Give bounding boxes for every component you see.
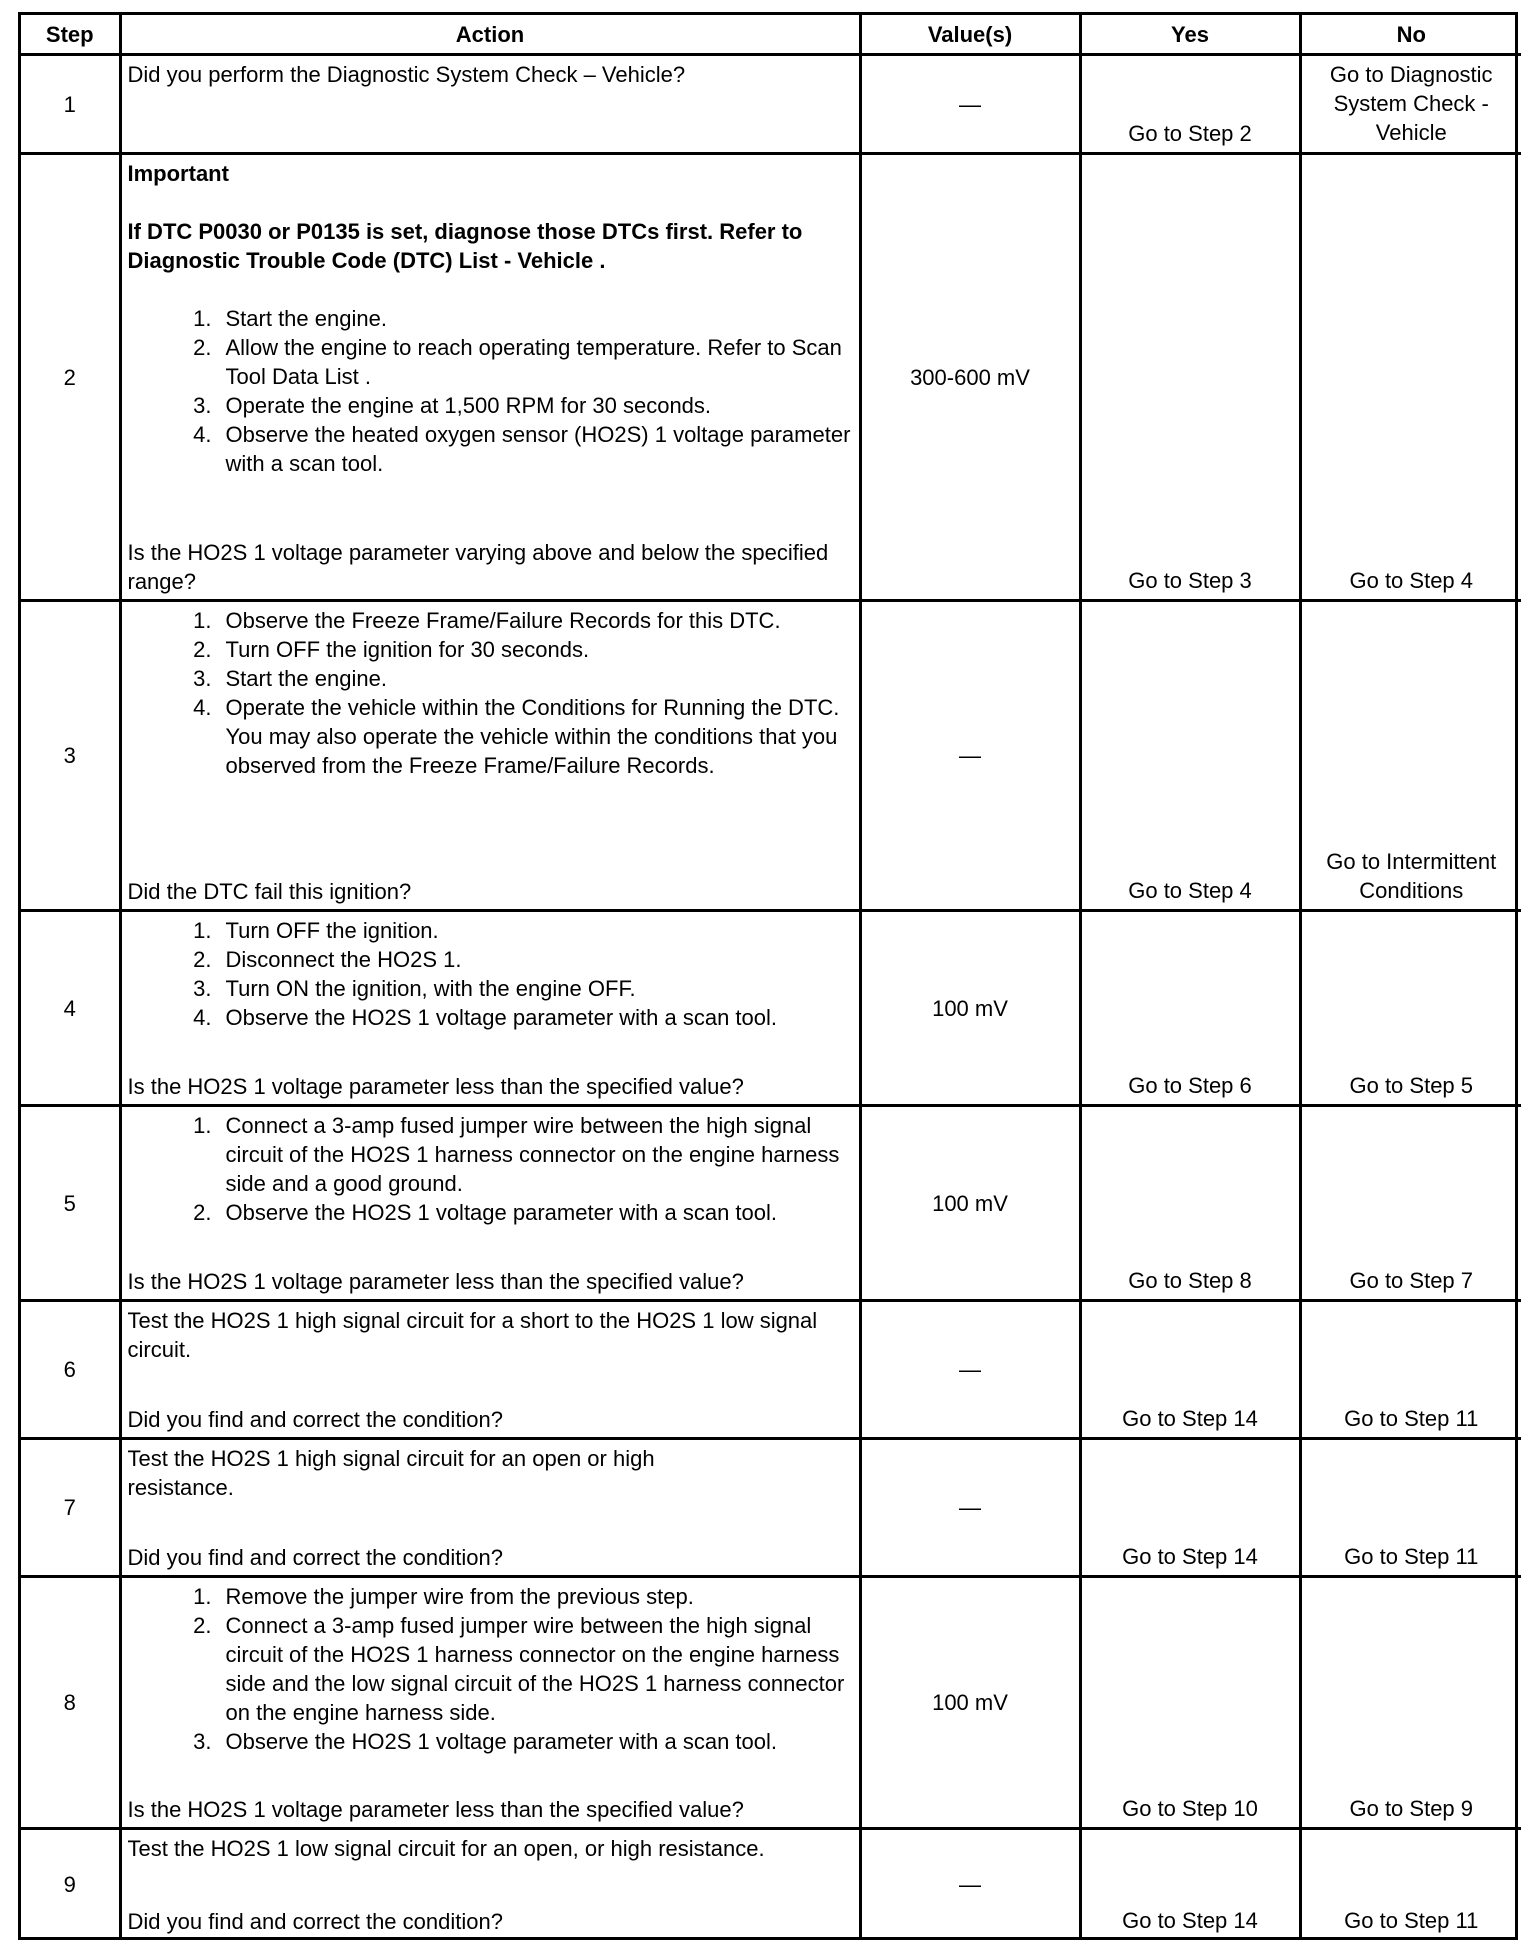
value-cell: — bbox=[860, 1301, 1080, 1439]
value-cell: — bbox=[860, 601, 1080, 911]
important-text: If DTC P0030 or P0135 is set, diagnose those DTCs first. Refer to Diagnostic Trouble Code (DTC) List - Vehicle . bbox=[127, 219, 803, 273]
action-cell bbox=[120, 1577, 860, 1829]
action-cell bbox=[120, 911, 860, 1106]
header-action: Action bbox=[120, 15, 860, 55]
table-row bbox=[21, 55, 1521, 154]
step-number: 6 bbox=[21, 1301, 120, 1439]
question-text: Did the DTC fail this ignition? bbox=[127, 879, 412, 904]
step-number: 8 bbox=[21, 1577, 120, 1829]
action-text: Test the HO2S 1 high signal circuit for a short to the HO2S 1 low signal circuit. bbox=[127, 1308, 818, 1362]
value-cell: 100 mV bbox=[860, 911, 1080, 1106]
list-item: 1. Turn OFF the ignition. bbox=[193, 918, 439, 943]
procedure-list bbox=[128, 606, 853, 780]
list-item: 1. Start the engine. bbox=[193, 306, 387, 331]
question-text: Is the HO2S 1 voltage parameter less than the specified value? bbox=[127, 1797, 744, 1822]
list-item: 2. Turn OFF the ignition for 30 seconds. bbox=[193, 637, 590, 662]
header-row bbox=[21, 15, 1521, 55]
step-number: 4 bbox=[21, 911, 120, 1106]
table-row bbox=[21, 1106, 1521, 1301]
no-cell: Go to Diagnostic System Check - Vehicle bbox=[1300, 55, 1521, 154]
procedure-list bbox=[128, 916, 853, 1032]
step-number: 3 bbox=[21, 601, 120, 911]
no-cell: Go to Step 11 bbox=[1300, 1301, 1521, 1439]
step-number: 1 bbox=[21, 55, 120, 154]
list-item: 3. Start the engine. bbox=[193, 666, 387, 691]
diagnostic-table-container bbox=[18, 12, 1518, 1940]
action-text: Test the HO2S 1 low signal circuit for an open, or high resistance. bbox=[127, 1836, 765, 1861]
action-cell bbox=[120, 1439, 860, 1577]
table-row bbox=[21, 601, 1521, 911]
header-value: Value(s) bbox=[860, 15, 1080, 55]
list-item: 4. Observe the heated oxygen sensor (HO2S) 1 voltage parameter with a scan tool. bbox=[193, 422, 851, 476]
header-no: No bbox=[1300, 15, 1521, 55]
yes-cell: Go to Step 6 bbox=[1080, 911, 1300, 1106]
value-cell: 100 mV bbox=[860, 1106, 1080, 1301]
list-item: 1. Connect a 3-amp fused jumper wire between the high signal circuit of the HO2S 1 harness connector on the engine harness side and a good ground. bbox=[193, 1113, 840, 1196]
list-item: 2. Disconnect the HO2S 1. bbox=[193, 947, 462, 972]
action-cell bbox=[120, 55, 860, 154]
diagnostic-table bbox=[21, 15, 1521, 1939]
header-step: Step bbox=[21, 15, 120, 55]
action-cell bbox=[120, 1829, 860, 1939]
question-text: Did you find and correct the condition? bbox=[127, 1407, 503, 1432]
no-cell: Go to Step 11 bbox=[1300, 1829, 1521, 1939]
list-item: 1. Remove the jumper wire from the previous step. bbox=[193, 1584, 694, 1609]
list-item: 2. Allow the engine to reach operating temperature. Refer to Scan Tool Data List . bbox=[193, 335, 842, 389]
list-item: 4. Observe the HO2S 1 voltage parameter with a scan tool. bbox=[193, 1005, 778, 1030]
question-text: Is the HO2S 1 voltage parameter varying above and below the specified range? bbox=[127, 540, 829, 594]
value-cell: 100 mV bbox=[860, 1577, 1080, 1829]
action-cell bbox=[120, 1301, 860, 1439]
header-yes: Yes bbox=[1080, 15, 1300, 55]
action-cell bbox=[120, 601, 860, 911]
yes-cell: Go to Step 10 bbox=[1080, 1577, 1300, 1829]
step-number: 7 bbox=[21, 1439, 120, 1577]
table-row bbox=[21, 154, 1521, 601]
question-text: Is the HO2S 1 voltage parameter less than the specified value? bbox=[127, 1269, 744, 1294]
table-row bbox=[21, 1301, 1521, 1439]
no-cell: Go to Intermittent Conditions bbox=[1300, 601, 1521, 911]
yes-cell: Go to Step 4 bbox=[1080, 601, 1300, 911]
yes-cell: Go to Step 3 bbox=[1080, 154, 1300, 601]
list-item: 4. Operate the vehicle within the Conditions for Running the DTC. You may also operate the vehicle within the conditions that you observed from the Freeze Frame/Failure Records. bbox=[193, 695, 840, 778]
yes-cell: Go to Step 14 bbox=[1080, 1301, 1300, 1439]
action-cell bbox=[120, 1106, 860, 1301]
table-row bbox=[21, 1829, 1521, 1939]
list-item: 3. Turn ON the ignition, with the engine OFF. bbox=[193, 976, 636, 1001]
action-text: Did you perform the Diagnostic System Check – Vehicle? bbox=[127, 62, 686, 87]
value-cell: 300-600 mV bbox=[860, 154, 1080, 601]
value-cell: — bbox=[860, 1439, 1080, 1577]
no-cell: Go to Step 9 bbox=[1300, 1577, 1521, 1829]
important-title: Important bbox=[127, 161, 229, 186]
action-text: Test the HO2S 1 high signal circuit for an open or high resistance. bbox=[127, 1446, 655, 1500]
list-item: 1. Observe the Freeze Frame/Failure Records for this DTC. bbox=[193, 608, 781, 633]
question-text: Did you find and correct the condition? bbox=[127, 1908, 503, 1934]
value-cell: — bbox=[860, 1829, 1080, 1939]
yes-cell: Go to Step 2 bbox=[1080, 55, 1300, 154]
procedure-list bbox=[128, 1582, 853, 1756]
procedure-list bbox=[128, 1111, 853, 1227]
table-row bbox=[21, 1439, 1521, 1577]
question-text: Did you find and correct the condition? bbox=[127, 1545, 503, 1570]
no-cell: Go to Step 7 bbox=[1300, 1106, 1521, 1301]
table-row bbox=[21, 1577, 1521, 1829]
step-number: 5 bbox=[21, 1106, 120, 1301]
no-cell: Go to Step 5 bbox=[1300, 911, 1521, 1106]
list-item: 3. Observe the HO2S 1 voltage parameter with a scan tool. bbox=[193, 1729, 778, 1754]
yes-cell: Go to Step 14 bbox=[1080, 1439, 1300, 1577]
step-number: 2 bbox=[21, 154, 120, 601]
value-cell: — bbox=[860, 55, 1080, 154]
list-item: 2. Connect a 3-amp fused jumper wire between the high signal circuit of the HO2S 1 harness connector on the engine harness side and the low signal circuit of the HO2S 1 harness connector on the engine harness side. bbox=[193, 1613, 845, 1725]
no-cell: Go to Step 11 bbox=[1300, 1439, 1521, 1577]
procedure-list bbox=[128, 304, 853, 478]
no-cell: Go to Step 4 bbox=[1300, 154, 1521, 601]
yes-cell: Go to Step 8 bbox=[1080, 1106, 1300, 1301]
yes-cell: Go to Step 14 bbox=[1080, 1829, 1300, 1939]
action-cell bbox=[120, 154, 860, 601]
table-row bbox=[21, 911, 1521, 1106]
question-text: Is the HO2S 1 voltage parameter less than the specified value? bbox=[127, 1074, 744, 1099]
list-item: 3. Operate the engine at 1,500 RPM for 30 seconds. bbox=[193, 393, 712, 418]
step-number: 9 bbox=[21, 1829, 120, 1939]
list-item: 2. Observe the HO2S 1 voltage parameter with a scan tool. bbox=[193, 1200, 778, 1225]
